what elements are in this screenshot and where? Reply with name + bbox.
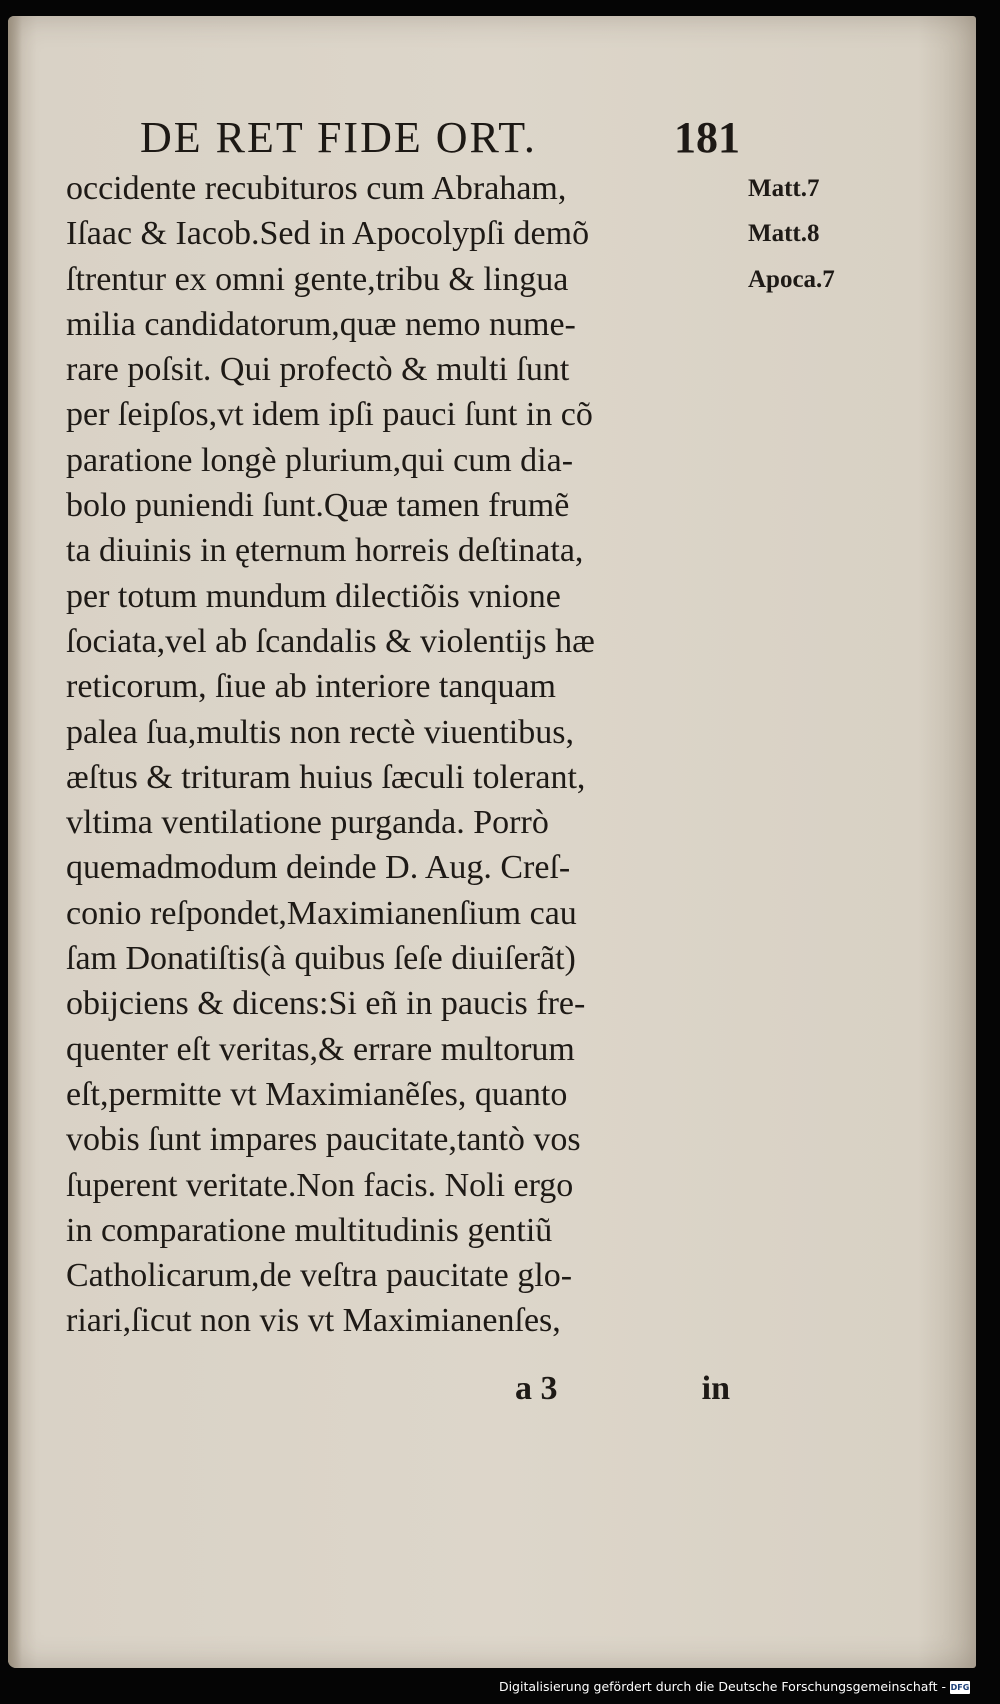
margin-note: Matt.8 xyxy=(748,220,820,248)
dfg-logo: DFG xyxy=(950,1682,970,1692)
running-head: DE RET FIDE ORT. xyxy=(140,113,537,162)
margin-note: Matt.7 xyxy=(748,175,820,202)
text-line: ſociata,vel ab ſcandalis & violentijs hæ xyxy=(66,622,595,660)
text-line: ſam Donatiſtis(à quibus ſeſe diuiſerãt) xyxy=(66,940,576,978)
text-line: eſt,permitte vt Maximianẽſes, quanto xyxy=(66,1075,568,1113)
credit-text: Digitalisierung gefördert durch die Deutsche Forschungsgemeinschaft - xyxy=(498,1679,946,1694)
text-line: quemadmodum deinde D. Aug. Creſ- xyxy=(66,849,571,887)
text-line: ſuperent veritate.Non facis. Noli ergo xyxy=(66,1166,574,1204)
margin-note: Apoca.7 xyxy=(748,265,835,293)
text-line: quenter eſt veritas,& errare multorum xyxy=(66,1030,575,1068)
text-line: ſtrentur ex omni gente,tribu & lingua xyxy=(66,260,569,298)
text-line: per totum mundum dilectiõis vnione xyxy=(66,577,561,615)
text-line: bolo puniendi ſunt.Quæ tamen frumẽ xyxy=(66,487,570,525)
catchword: in xyxy=(701,1370,730,1407)
page-number: 181 xyxy=(674,113,740,162)
text-line: æſtus & trituram huius ſæculi tolerant, xyxy=(66,758,586,796)
text-line: palea ſua,multis non rectè viuentibus, xyxy=(66,713,574,751)
signature-mark: a 3 xyxy=(515,1370,558,1407)
page-header xyxy=(140,112,740,164)
text-line: reticorum, ſiue ab interiore tanquam xyxy=(66,668,556,706)
text-line: in comparatione multitudinis gentiũ xyxy=(66,1211,553,1249)
page-footer xyxy=(515,1370,730,1420)
text-line: Catholicarum,de veſtra paucitate glo- xyxy=(66,1257,573,1295)
digitization-credit xyxy=(499,1676,970,1698)
text-line: occidente recubituros cum Abraham, xyxy=(66,170,567,207)
page-edge-shadow xyxy=(8,16,22,1668)
text-line: conio reſpondet,Maximianenſium cau xyxy=(66,894,577,932)
text-line: per ſeipſos,vt idem ipſi pauci ſunt in cõ xyxy=(66,396,593,434)
text-line: Iſaac & Iacob.Sed in Apocolypſi demõ xyxy=(66,215,590,253)
text-line: milia candidatorum,quæ nemo nume- xyxy=(66,305,576,343)
text-line: paratione longè plurium,qui cum dia- xyxy=(66,441,574,479)
body-text xyxy=(66,166,736,1344)
margin-notes xyxy=(748,166,868,302)
text-line: rare poſsit. Qui profectò & multi ſunt xyxy=(66,351,570,389)
text-line: obijciens & dicens:Si eñ in paucis fre- xyxy=(66,985,586,1023)
text-line: vltima ventilatione purganda. Porrò xyxy=(66,804,549,842)
text-line: vobis ſunt impares paucitate,tantò vos xyxy=(66,1121,581,1159)
text-line: riari,ſicut non vis vt Maximianenſes, xyxy=(66,1302,561,1340)
text-line: ta diuinis in ęternum horreis deſtinata, xyxy=(66,532,584,570)
